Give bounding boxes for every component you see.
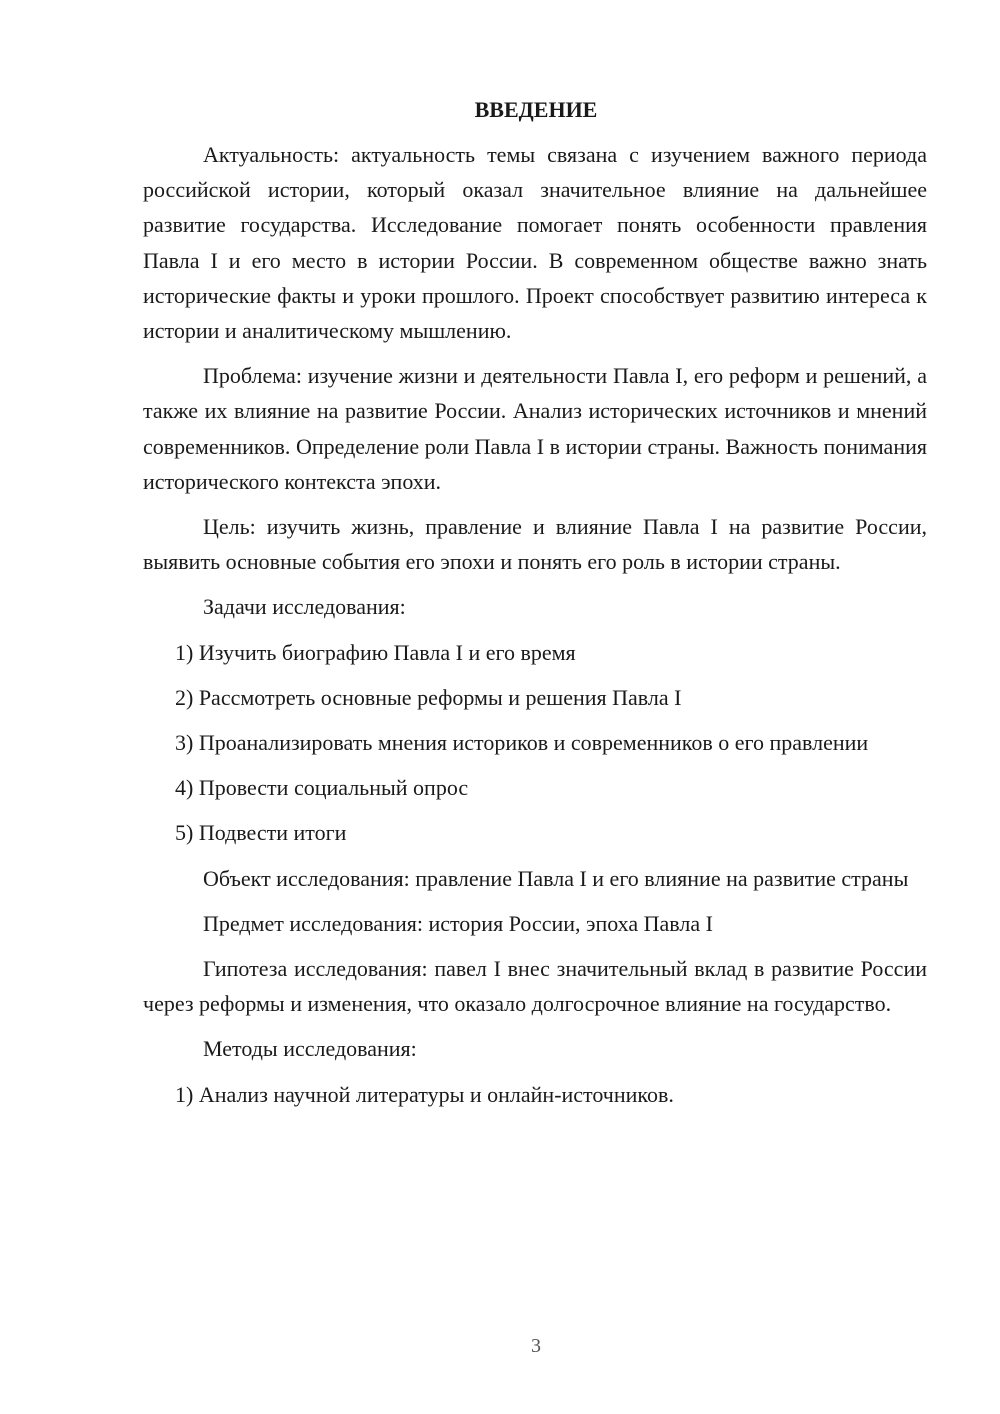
- paragraph-goal: Цель: изучить жизнь, правление и влияние Павла I на развитие России, выявить основные события его эпохи и понять его роль в истории страны.: [143, 514, 927, 575]
- paragraph-methods-title: Методы исследования:: [203, 1036, 417, 1062]
- page-number: 3: [531, 1335, 541, 1357]
- document-page: [143, 92, 927, 1122]
- paragraph-tasks-title: Задачи исследования:: [203, 594, 406, 620]
- list-item-task-3: 3) Проанализировать мнения историков и современников о его правлении: [175, 730, 869, 756]
- list-item-task-2: 2) Рассмотреть основные реформы и решения Павла I: [175, 684, 682, 710]
- list-item-task-4: 4) Провести социальный опрос: [175, 775, 469, 801]
- list-item-task-5: 5) Подвести итоги: [175, 820, 347, 846]
- paragraph-object: Объект исследования: правление Павла I и его влияние на развитие страны: [203, 865, 909, 891]
- section-heading: ВВЕДЕНИЕ: [474, 97, 598, 122]
- paragraph-relevance: Актуальность: актуальность темы связана с изучением важного периода российской истории, который оказал значительное влияние на дальнейшее развитие государства. Исследование помогает понять особенности правления Павла I и его место в истории России. В современном обществе важно знать исторические факты и уроки прошлого. Проект способствует развитию интереса к истории и аналитическому мышлению.: [143, 142, 927, 344]
- paragraph-hypothesis: Гипотеза исследования: павел I внес значительный вклад в развитие России через реформы и изменения, что оказало долгосрочное влияние на государство.: [143, 956, 927, 1017]
- list-item-method-1: 1) Анализ научной литературы и онлайн-источников.: [175, 1081, 674, 1107]
- paragraph-subject: Предмет исследования: история России, эпоха Павла I: [203, 910, 713, 936]
- list-item-task-1: 1) Изучить биографию Павла I и его время: [175, 639, 576, 665]
- paragraph-problem: Проблема: изучение жизни и деятельности Павла I, его реформ и решений, а также их влияние на развитие России. Анализ исторических источников и мнений современников. Определение роли Павла I в истории страны. Важность понимания исторического контекста эпохи.: [143, 363, 927, 494]
